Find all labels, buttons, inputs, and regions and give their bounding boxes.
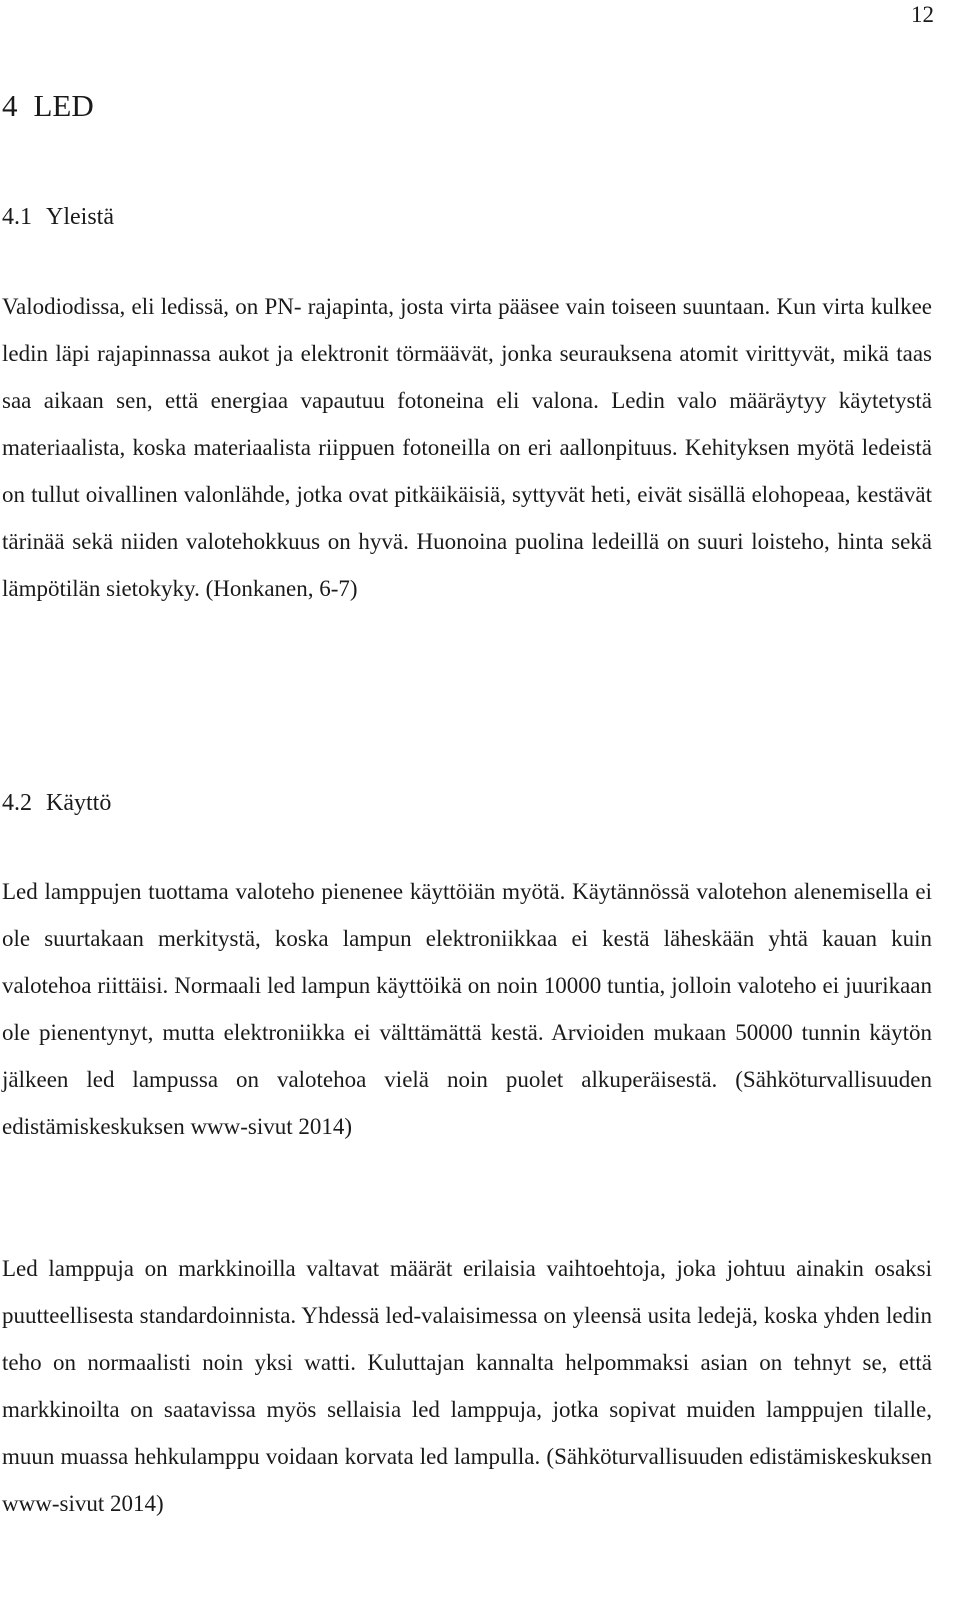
section-heading-kaytto: [2, 790, 111, 817]
page-number: 12: [911, 2, 934, 27]
section-heading-yleista: [2, 204, 114, 231]
section-number: 4.2: [2, 790, 32, 816]
paragraph: Valodiodissa, eli ledissä, on PN- rajapinta, josta virta pääsee vain toiseen suuntaan. Kun virta kulkee ledin läpi rajapinnassa aukot ja elektronit törmäävät, jonka seurauksena atomit virittyvät, mikä taas saa aikaan sen, että energiaa vapautuu fotoneina eli valona. Ledin valo määräytyy käytetystä materiaalista, koska materiaalista riippuen fotoneilla on eri aallonpituus. Kehityksen myötä ledeistä on tullut oivallinen valonlähde, jotka ovat pitkäikäisiä, syttyvät heti, eivät sisällä elohopeaa, kestävät tärinää sekä niiden valotehokkuus on hyvä. Huonoina puolina ledeillä on suuri loisteho, hinta sekä lämpötilän sietokyky. (Honkanen, 6-7): [2, 294, 932, 601]
paragraph: Led lamppuja on markkinoilla valtavat määrät erilaisia vaihtoehtoja, joka johtuu ainakin osaksi puutteellisesta standardoinnista. Yhdessä led-valaisimessa on yleensä usita ledejä, koska yhden ledin teho on normaalisti noin yksi watti. Kuluttajan kannalta helpommaksi asian on tehnyt se, että markkinoilta on saatavissa myös sellaisia led lamppuja, jotka sopivat muiden lamppujen tilalle, muun muassa hehkulamppu voidaan korvata led lampulla. (Sähköturvallisuuden edistämiskeskuksen www-sivut 2014): [2, 1256, 932, 1516]
chapter-number: 4: [2, 88, 18, 123]
section-number: 4.1: [2, 204, 32, 230]
section-title: Yleistä: [46, 204, 114, 230]
chapter-heading: [2, 88, 94, 124]
paragraph: Led lamppujen tuottama valoteho pienenee käyttöiän myötä. Käytännössä valotehon alenemisella ei ole suurtakaan merkitystä, koska lampun elektroniikkaa ei kestä läheskään yhtä kauan kuin valotehoa riittäisi. Normaali led lampun käyttöikä on noin 10000 tuntia, jolloin valoteho ei juurikaan ole pienentynyt, mutta elektroniikka ei välttämättä kestä. Arvioiden mukaan 50000 tunnin käytön jälkeen led lampussa on valotehoa vielä noin puolet alkuperäisestä. (Sähköturvallisuuden edistämiskeskuksen www-sivut 2014): [2, 879, 932, 1139]
chapter-title: LED: [33, 88, 94, 123]
section-title: Käyttö: [46, 790, 112, 816]
